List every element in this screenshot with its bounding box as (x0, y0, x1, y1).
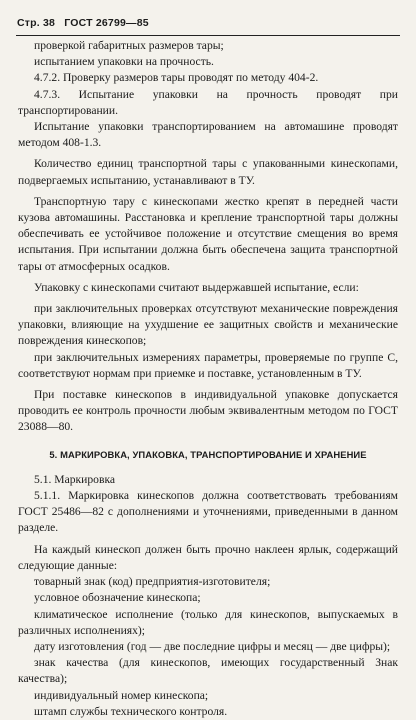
paragraph: Испытание упаковки транспортированием на автомашине проводят методом 408-1.3. (18, 120, 398, 150)
page-body (18, 38, 398, 720)
subsection-heading: 5.1. Маркировка (34, 472, 116, 486)
paragraph: Упаковку с кинескопами считают выдержавшей испытание, если: (34, 280, 359, 294)
paragraph: при заключительных измерениях параметры, проверяемые по группе С, соответствуют нормам при приемке и поставке, установленным в ТУ. (18, 350, 398, 380)
list-item: условное обозначение кинескопа; (34, 591, 201, 605)
list-item: товарный знак (код) предприятия-изготовителя; (34, 575, 271, 589)
header-rule (16, 35, 400, 36)
list-item: штамп службы технического контроля. (34, 704, 228, 718)
paragraph: 4.7.3. Испытание упаковки на прочность проводят при транспортировании. (18, 87, 398, 117)
paragraph: проверкой габаритных размеров тары; (34, 39, 224, 52)
paragraph: 5.1.1. Маркировка кинескопов должна соответствовать требованиям ГОСТ 25486—82 с дополнениями и уточнениями, приведенными в данном разделе. (18, 489, 398, 535)
list-item: индивидуальный номер кинескопа; (34, 688, 209, 702)
paragraph: На каждый кинескоп должен быть прочно наклеен ярлык, содержащий следующие данные: (18, 542, 398, 572)
list-item: климатическое исполнение (только для кинескопов, выпускаемых в различных исполнениях); (18, 607, 398, 637)
paragraph: Транспортную тару с кинескопами жестко крепят в передней части кузова автомашины. Расстановка и крепление транспортной тары должны обеспечивать ее устойчивое положение и отсутствие смещения во время испытания. При испытании должна быть обеспечена защита транспортной тары от атмосферных осадков. (18, 194, 398, 273)
paragraph: Количество единиц транспортной тары с упакованными кинескопами, подвергаемых испытанию, устанавливают в ТУ. (18, 157, 398, 187)
paragraph: При поставке кинескопов в индивидуальной упаковке допускается проводить ее контроль прочности любым эквивалентным методом по ГОСТ 23088—80. (18, 388, 398, 434)
list-item: знак качества (для кинескопов, имеющих государственный Знак качества); (18, 656, 398, 686)
page-header (17, 17, 155, 29)
paragraph: испытанием упаковки на прочность. (34, 55, 214, 69)
section-heading: 5. МАРКИРОВКА, УПАКОВКА, ТРАНСПОРТИРОВАНИЕ И ХРАНЕНИЕ (49, 448, 367, 460)
page-number: Стр. 38 (17, 17, 56, 29)
paragraph: при заключительных проверках отсутствуют механические повреждения упаковки, влияющие на ухудшение ее защитных свойств и механические повреждения кинескопов; (18, 302, 398, 348)
list-item: дату изготовления (год — две последние цифры и месяц — две цифры); (34, 639, 391, 653)
standard-code: ГОСТ 26799—85 (64, 17, 149, 29)
paragraph: 4.7.2. Проверку размеров тары проводят по методу 404-2. (34, 71, 319, 85)
